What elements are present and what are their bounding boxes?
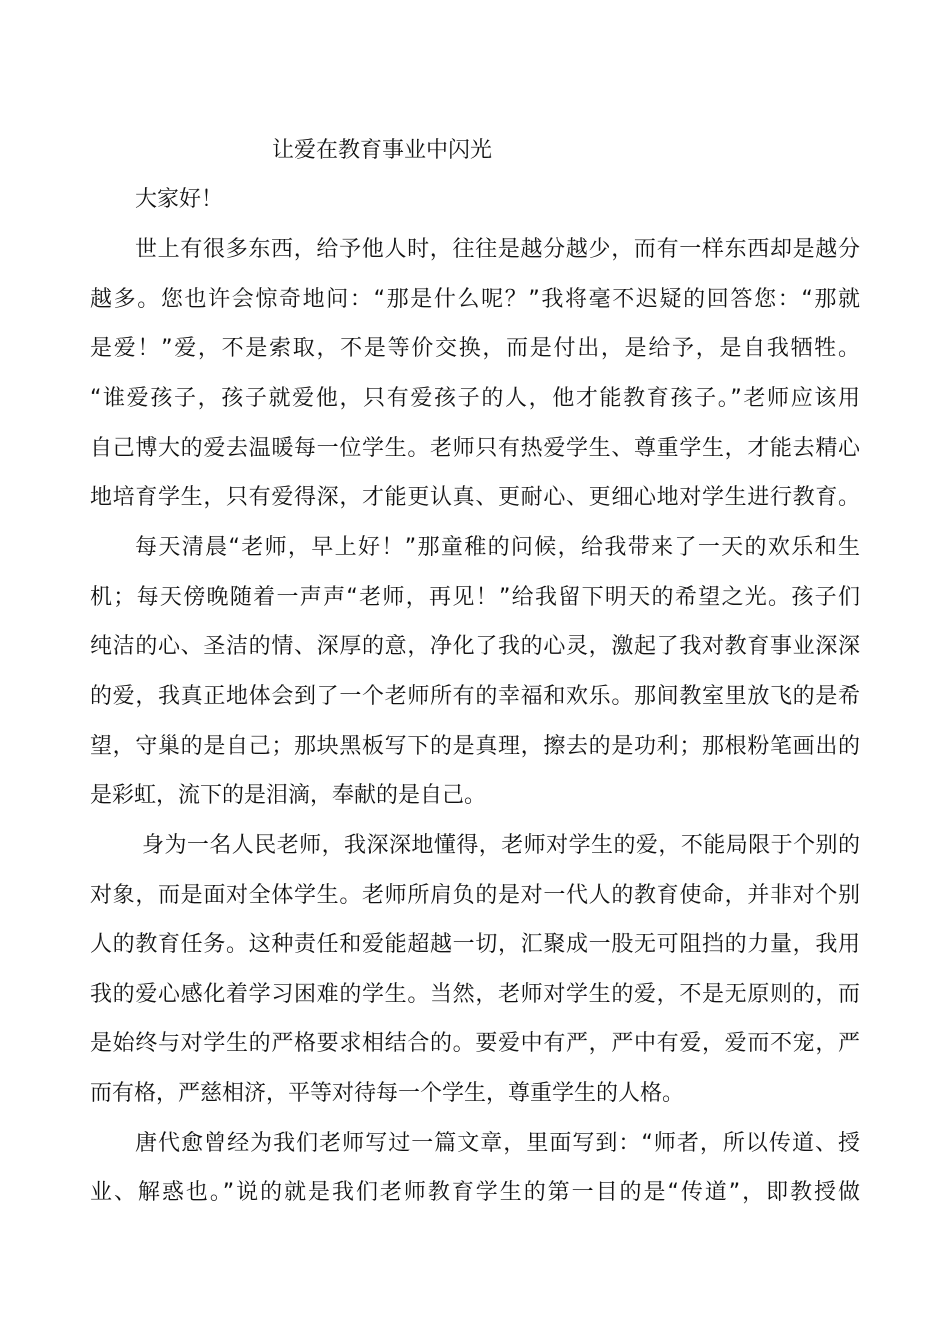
text-line: 的爱，我真正地体会到了一个老师所有的幸福和欢乐。那间教室里放飞的是希 <box>90 684 860 709</box>
text-line: “谁爱孩子，孩子就爱他，只有爱孩子的人，他才能教育孩子。”老师应该用 <box>90 386 860 411</box>
text-line: 唐代愈曾经为我们老师写过一篇文章，里面写到：“师者，所以传道、授 <box>135 1131 860 1156</box>
text-line: 我的爱心感化着学习困难的学生。当然，老师对学生的爱，不是无原则的，而 <box>90 982 860 1007</box>
text-line: 是彩虹，流下的是泪滴，奉献的是自己。 <box>90 783 487 808</box>
greeting: 大家好！ <box>135 187 224 212</box>
text-line: 业、解惑也。”说的就是我们老师教育学生的第一目的是“传道”，即教授做 <box>90 1180 860 1205</box>
text-line: 地培育学生，只有爱得深，才能更认真、更耐心、更细心地对学生进行教育。 <box>90 485 860 510</box>
text-line: 越多。您也许会惊奇地问：“那是什么呢？”我将毫不迟疑的回答您：“那就 <box>90 287 860 312</box>
text-line: 而有格，严慈相济，平等对待每一个学生，尊重学生的人格。 <box>90 1081 685 1106</box>
text-line: 身为一名人民老师，我深深地懂得，老师对学生的爱，不能局限于个别的 <box>142 833 860 858</box>
text-line: 每天清晨“老师，早上好！”那童稚的问候，给我带来了一天的欢乐和生 <box>135 535 860 560</box>
text-line: 人的教育任务。这种责任和爱能超越一切，汇聚成一股无可阻挡的力量，我用 <box>90 932 860 957</box>
text-line: 望，守巢的是自己；那块黑板写下的是真理，擦去的是功利；那根粉笔画出的 <box>90 734 860 759</box>
text-line: 是爱！”爱，不是索取，不是等价交换，而是付出，是给予，是自我牺牲。 <box>90 336 860 361</box>
text-line: 对象，而是面对全体学生。老师所肩负的是对一代人的教育使命，并非对个别 <box>90 883 860 908</box>
text-line: 纯洁的心、圣洁的情、深厚的意，净化了我的心灵，激起了我对教育事业深深 <box>90 634 860 659</box>
text-line: 自己博大的爱去温暖每一位学生。老师只有热爱学生、尊重学生，才能去精心 <box>90 436 860 461</box>
text-line: 世上有很多东西，给予他人时，往往是越分越少，而有一样东西却是越分 <box>135 237 860 262</box>
text-line: 机；每天傍晚随着一声声“老师，再见！”给我留下明天的希望之光。孩子们 <box>90 585 860 610</box>
text-line: 是始终与对学生的严格要求相结合的。要爱中有严，严中有爱，爱而不宠，严 <box>90 1031 860 1056</box>
document-title: 让爱在教育事业中闪光 <box>272 138 493 163</box>
